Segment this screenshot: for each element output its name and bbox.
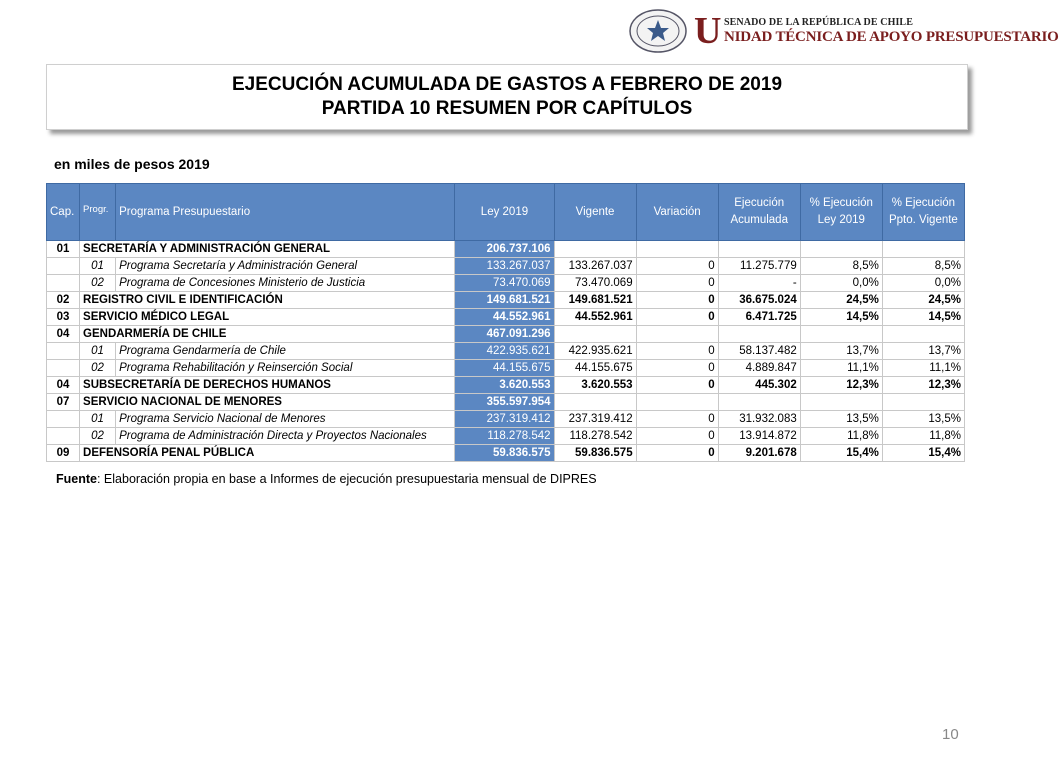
cell-pct-vig: 0,0% <box>882 275 964 292</box>
cell-cap: 01 <box>47 241 80 258</box>
cell-vigente: 149.681.521 <box>554 292 636 309</box>
cell-name: Programa de Concesiones Ministerio de Justicia <box>116 275 455 292</box>
cell-ley: 73.470.069 <box>455 275 554 292</box>
cell-cap: 07 <box>47 394 80 411</box>
senate-seal-icon <box>628 8 688 54</box>
cell-name: Programa Servicio Nacional de Menores <box>116 411 455 428</box>
cell-variacion: 0 <box>636 275 718 292</box>
cell-vigente: 133.267.037 <box>554 258 636 275</box>
cell-progr: 01 <box>80 411 116 428</box>
cell-vigente: 237.319.412 <box>554 411 636 428</box>
brand-initial: U <box>694 10 722 52</box>
cell-ley: 133.267.037 <box>455 258 554 275</box>
cell-cap: 04 <box>47 326 80 343</box>
source-text: : Elaboración propia en base a Informes de ejecución presupuestaria mensual de DIPRES <box>96 472 597 486</box>
cell-ejecucion: 36.675.024 <box>718 292 800 309</box>
cell-ley: 206.737.106 <box>455 241 554 258</box>
cell-name: SERVICIO MÉDICO LEGAL <box>80 309 455 326</box>
cell-name: SERVICIO NACIONAL DE MENORES <box>80 394 455 411</box>
cell-cap <box>47 411 80 428</box>
table-row <box>47 292 965 309</box>
table-body <box>47 241 965 462</box>
cell-pct-vig: 24,5% <box>882 292 964 309</box>
table-row <box>47 411 965 428</box>
cell-variacion: 0 <box>636 309 718 326</box>
cell-variacion: 0 <box>636 343 718 360</box>
cell-ejecucion: 9.201.678 <box>718 445 800 462</box>
col-ejecucion-line1: Ejecución <box>734 197 785 209</box>
cell-cap: 04 <box>47 377 80 394</box>
table-row <box>47 275 965 292</box>
cell-ley: 59.836.575 <box>455 445 554 462</box>
cell-cap <box>47 428 80 445</box>
cell-pct-vig: 11,1% <box>882 360 964 377</box>
cell-vigente: 118.278.542 <box>554 428 636 445</box>
cell-name: Programa Rehabilitación y Reinserción Social <box>116 360 455 377</box>
col-variacion: Variación <box>636 184 718 241</box>
cell-ejecucion: 11.275.779 <box>718 258 800 275</box>
table-row <box>47 326 965 343</box>
cell-pct-ley: 11,1% <box>800 360 882 377</box>
table-row <box>47 428 965 445</box>
cell-variacion: 0 <box>636 258 718 275</box>
cell-pct-vig: 8,5% <box>882 258 964 275</box>
header-logo <box>628 8 1059 56</box>
cell-pct-vig: 13,5% <box>882 411 964 428</box>
cell-pct-ley: 14,5% <box>800 309 882 326</box>
cell-ley: 422.935.621 <box>455 343 554 360</box>
cell-vigente: 44.552.961 <box>554 309 636 326</box>
cell-pct-ley <box>800 394 882 411</box>
page-number: 10 <box>942 726 959 743</box>
cell-progr: 02 <box>80 275 116 292</box>
cell-ejecucion <box>718 394 800 411</box>
col-pct-ley-line1: % Ejecución <box>809 197 873 209</box>
table-row <box>47 377 965 394</box>
cell-pct-ley: 13,7% <box>800 343 882 360</box>
table-row <box>47 343 965 360</box>
title-line-1: EJECUCIÓN ACUMULADA DE GASTOS A FEBRERO DE 2019 <box>231 74 783 95</box>
cell-pct-ley <box>800 241 882 258</box>
cell-ejecucion: 58.137.482 <box>718 343 800 360</box>
cell-pct-vig: 13,7% <box>882 343 964 360</box>
cell-pct-vig <box>882 394 964 411</box>
cell-variacion: 0 <box>636 292 718 309</box>
cell-ley: 149.681.521 <box>455 292 554 309</box>
cell-pct-ley: 24,5% <box>800 292 882 309</box>
cell-pct-vig <box>882 241 964 258</box>
cell-pct-vig: 11,8% <box>882 428 964 445</box>
title-box <box>46 64 968 130</box>
cell-ejecucion: 6.471.725 <box>718 309 800 326</box>
title-line-2: PARTIDA 10 RESUMEN POR CAPÍTULOS <box>321 98 693 119</box>
cell-vigente: 3.620.553 <box>554 377 636 394</box>
cell-vigente <box>554 394 636 411</box>
col-pct-vigente-line2: Ppto. Vigente <box>888 214 958 226</box>
cell-progr: 02 <box>80 360 116 377</box>
cell-cap <box>47 258 80 275</box>
cell-variacion: 0 <box>636 360 718 377</box>
cell-ejecucion: 4.889.847 <box>718 360 800 377</box>
cell-progr: 01 <box>80 258 116 275</box>
cell-ejecucion: 31.932.083 <box>718 411 800 428</box>
cell-name: Programa Secretaría y Administración General <box>116 258 455 275</box>
cell-cap: 09 <box>47 445 80 462</box>
cell-variacion: 0 <box>636 411 718 428</box>
table-row <box>47 241 965 258</box>
cell-variacion <box>636 394 718 411</box>
cell-ejecucion: - <box>718 275 800 292</box>
cell-vigente: 422.935.621 <box>554 343 636 360</box>
units-label: en miles de pesos 2019 <box>54 156 210 172</box>
col-pct-vigente-line1: % Ejecución <box>891 197 956 209</box>
cell-ley: 3.620.553 <box>455 377 554 394</box>
col-progr: Progr. <box>80 184 116 241</box>
col-pct-ley <box>800 184 882 241</box>
cell-ley: 355.597.954 <box>455 394 554 411</box>
col-pct-vigente <box>882 184 964 241</box>
table-header-row <box>47 184 965 241</box>
col-ejecucion <box>718 184 800 241</box>
cell-ley: 44.155.675 <box>455 360 554 377</box>
col-ejecucion-line2: Acumulada <box>730 214 788 226</box>
cell-vigente <box>554 326 636 343</box>
source-note <box>56 472 597 486</box>
col-programa: Programa Presupuestario <box>116 184 455 241</box>
cell-pct-ley: 8,5% <box>800 258 882 275</box>
cell-ley: 237.319.412 <box>455 411 554 428</box>
cell-ley: 118.278.542 <box>455 428 554 445</box>
cell-vigente: 44.155.675 <box>554 360 636 377</box>
col-vigente: Vigente <box>554 184 636 241</box>
cell-pct-vig: 12,3% <box>882 377 964 394</box>
cell-name: Programa de Administración Directa y Proyectos Nacionales <box>116 428 455 445</box>
cell-variacion: 0 <box>636 428 718 445</box>
table-row <box>47 445 965 462</box>
brand-line-1: SENADO DE LA REPÚBLICA DE CHILE <box>724 17 913 28</box>
cell-name: REGISTRO CIVIL E IDENTIFICACIÓN <box>80 292 455 309</box>
table-row <box>47 394 965 411</box>
table-row <box>47 258 965 275</box>
cell-progr: 02 <box>80 428 116 445</box>
cell-pct-vig: 14,5% <box>882 309 964 326</box>
budget-table <box>46 183 965 462</box>
source-label: Fuente <box>56 472 97 486</box>
cell-pct-ley: 13,5% <box>800 411 882 428</box>
cell-ejecucion: 445.302 <box>718 377 800 394</box>
cell-pct-ley: 12,3% <box>800 377 882 394</box>
cell-pct-ley: 0,0% <box>800 275 882 292</box>
col-pct-ley-line2: Ley 2019 <box>817 214 865 226</box>
cell-progr: 01 <box>80 343 116 360</box>
cell-vigente <box>554 241 636 258</box>
cell-ejecucion <box>718 326 800 343</box>
cell-name: DEFENSORÍA PENAL PÚBLICA <box>80 445 455 462</box>
cell-cap: 02 <box>47 292 80 309</box>
cell-variacion <box>636 326 718 343</box>
cell-ejecucion <box>718 241 800 258</box>
cell-pct-vig <box>882 326 964 343</box>
table-row <box>47 360 965 377</box>
cell-vigente: 73.470.069 <box>554 275 636 292</box>
cell-pct-ley: 11,8% <box>800 428 882 445</box>
cell-name: Programa Gendarmería de Chile <box>116 343 455 360</box>
cell-cap <box>47 275 80 292</box>
cell-pct-vig: 15,4% <box>882 445 964 462</box>
cell-ley: 44.552.961 <box>455 309 554 326</box>
col-ley: Ley 2019 <box>455 184 554 241</box>
cell-name: SECRETARÍA Y ADMINISTRACIÓN GENERAL <box>80 241 455 258</box>
col-cap: Cap. <box>47 184 80 241</box>
cell-variacion <box>636 241 718 258</box>
table-row <box>47 309 965 326</box>
cell-pct-ley: 15,4% <box>800 445 882 462</box>
cell-cap <box>47 360 80 377</box>
cell-cap <box>47 343 80 360</box>
cell-pct-ley <box>800 326 882 343</box>
cell-name: GENDARMERÍA DE CHILE <box>80 326 455 343</box>
cell-variacion: 0 <box>636 445 718 462</box>
brand-line-2: NIDAD TÉCNICA DE APOYO PRESUPUESTARIO <box>724 29 1059 45</box>
cell-vigente: 59.836.575 <box>554 445 636 462</box>
cell-variacion: 0 <box>636 377 718 394</box>
cell-cap: 03 <box>47 309 80 326</box>
cell-ejecucion: 13.914.872 <box>718 428 800 445</box>
cell-name: SUBSECRETARÍA DE DERECHOS HUMANOS <box>80 377 455 394</box>
cell-ley: 467.091.296 <box>455 326 554 343</box>
